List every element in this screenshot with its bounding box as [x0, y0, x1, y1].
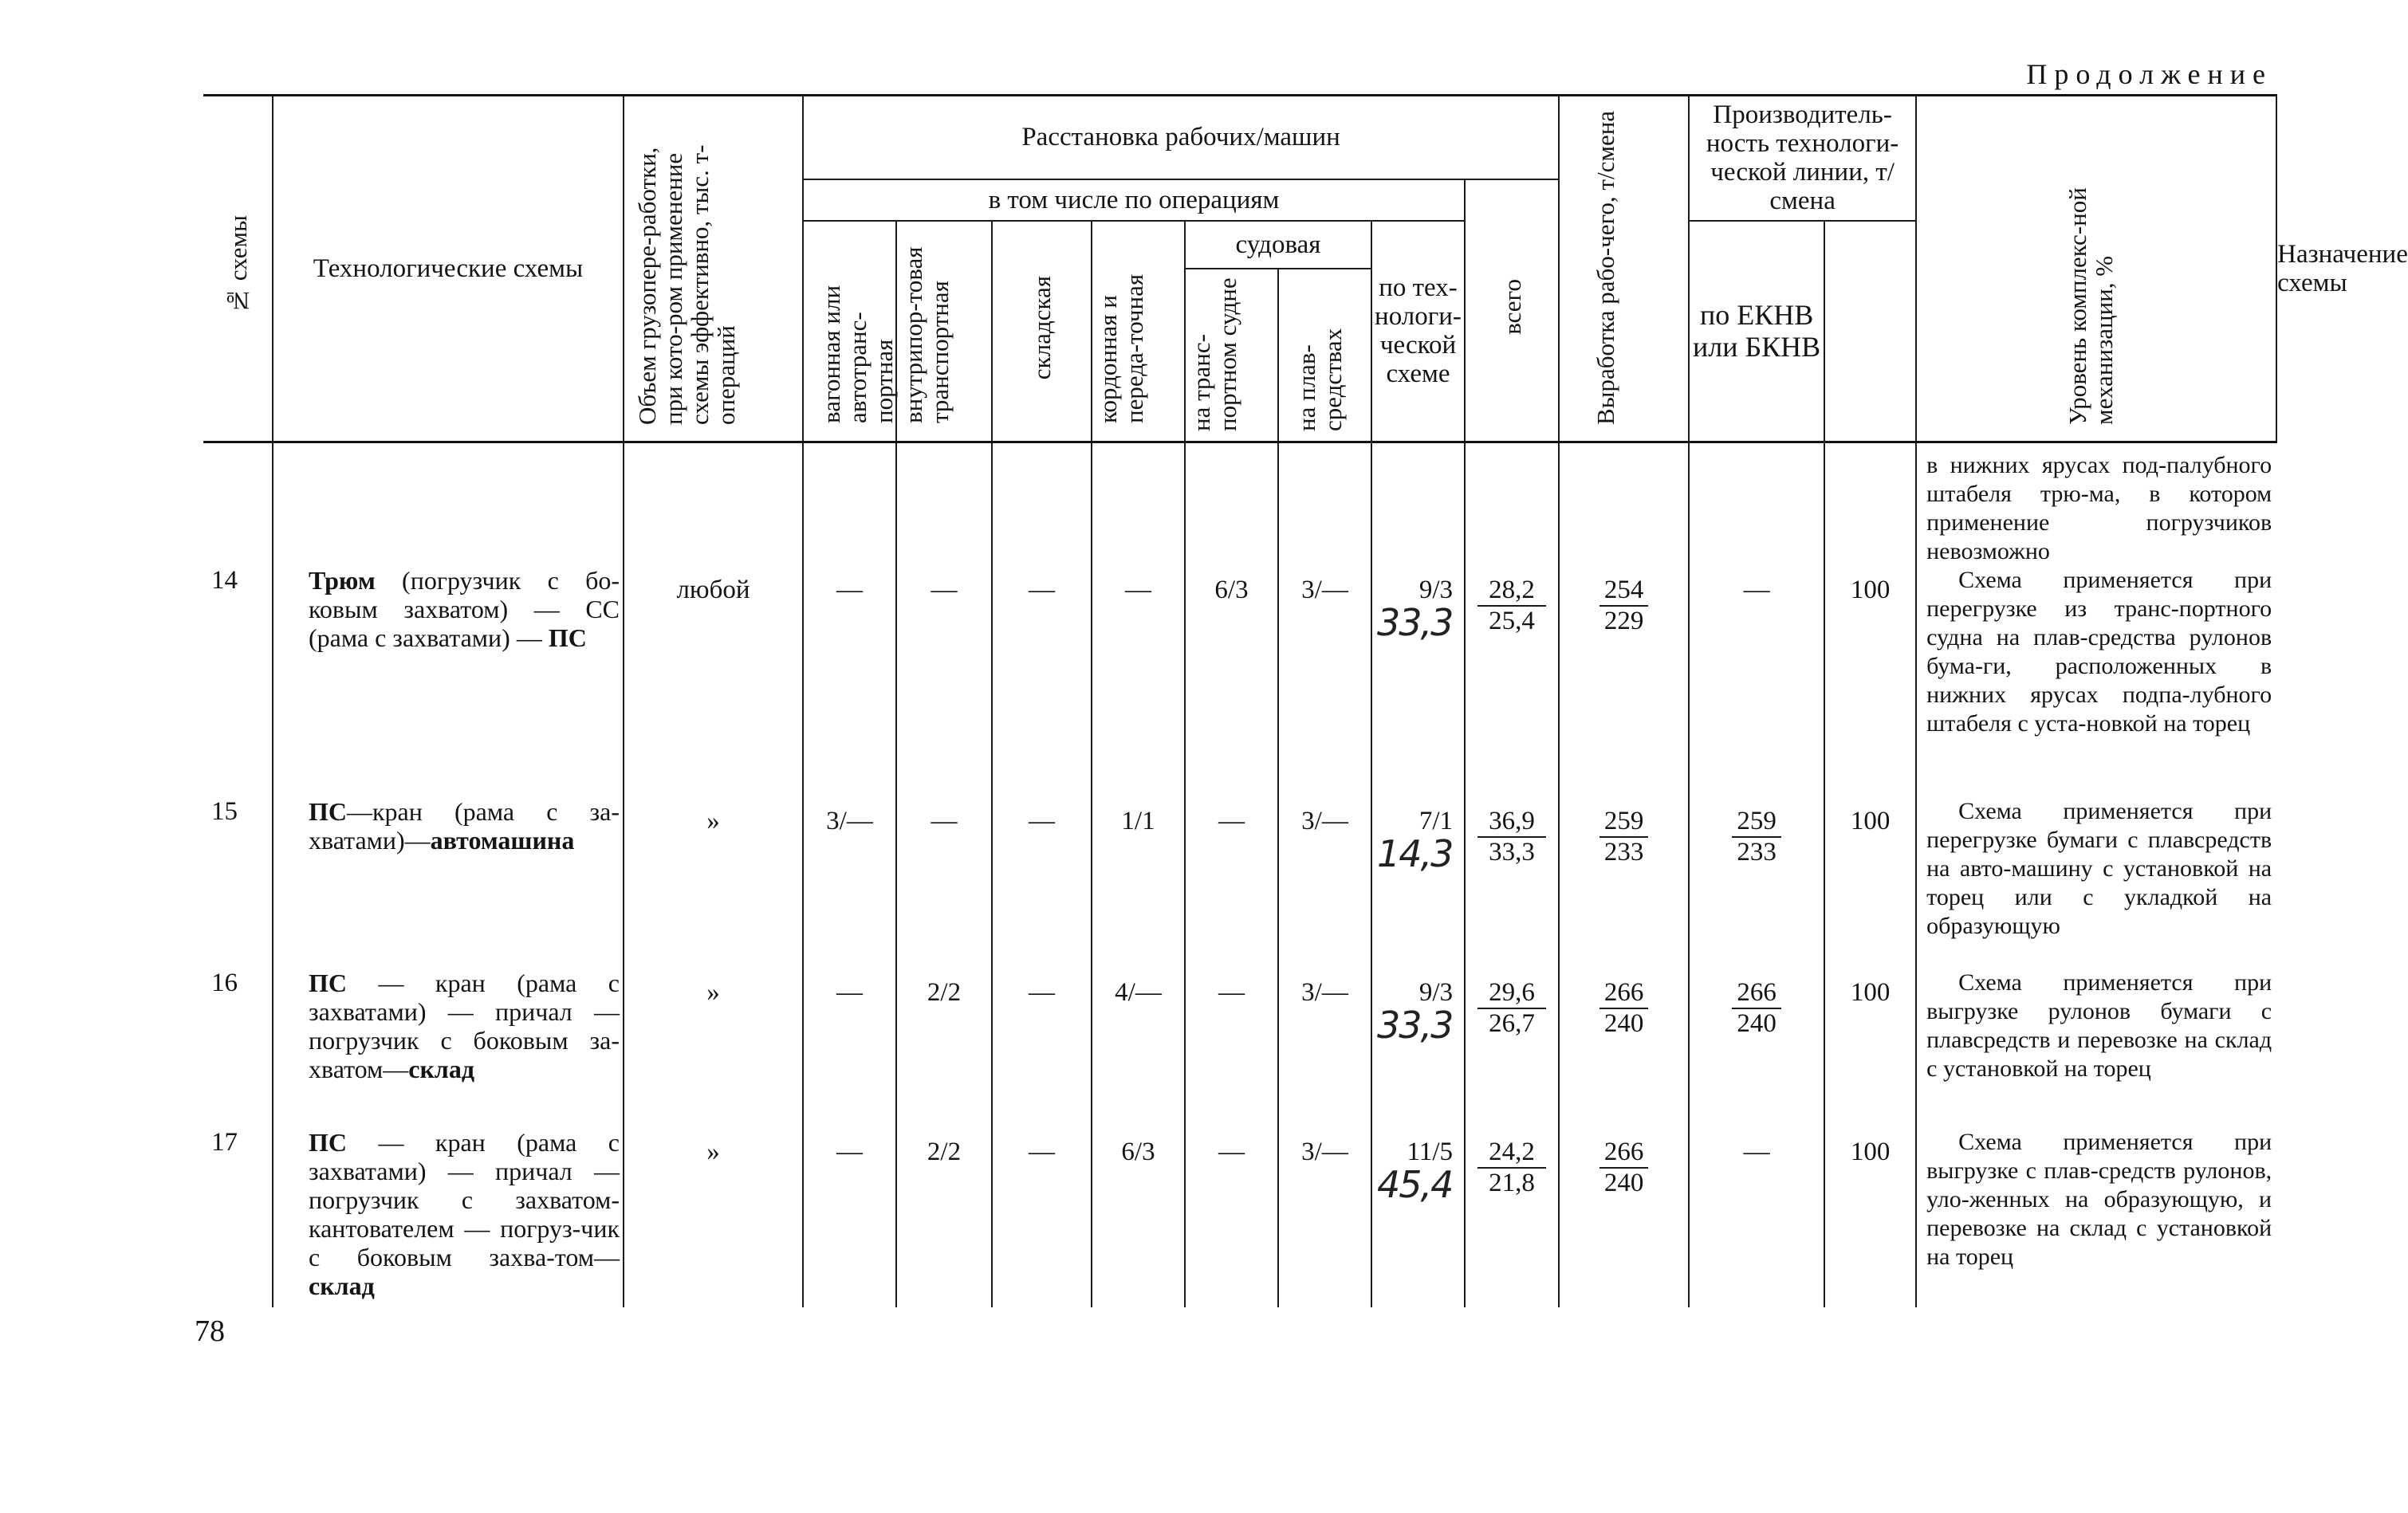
- row-output: $\frac{29,6}{26,7}$: [1465, 969, 1559, 1128]
- header-output: Выработка рабо-чего, т/смена: [1559, 96, 1689, 442]
- row-volume: любой: [624, 566, 803, 797]
- page-number: 78: [195, 1315, 225, 1348]
- header-by-eknv: по ЕКНВ или БКНВ: [1689, 221, 1824, 442]
- row-volume: »: [624, 1128, 803, 1307]
- header-wagon: вагонная или автотранс-портная: [803, 221, 896, 442]
- row-mech: 100: [1824, 969, 1916, 1128]
- header-productivity: Производитель-ность технологи-ческой линии, т/смена: [1689, 96, 1916, 221]
- row-internal: —: [896, 566, 992, 797]
- table-row: [203, 566, 2276, 797]
- header-placement: Расстановка рабочих/машин: [803, 96, 1559, 179]
- row-ship-transport: —: [1185, 797, 1278, 969]
- row-total: 11/5 45,4: [1371, 1128, 1465, 1307]
- row-purpose: Схема применяется при выгрузке с плав-средств рулонов, уло-женных на образующую, и перевозке на склад с установкой на торец: [1916, 1128, 2276, 1307]
- table-row-preamble: [203, 442, 2276, 567]
- header-by-scheme: по тех-нологи-ческой схеме: [1371, 221, 1465, 442]
- row-prod-eknv: —: [1689, 1128, 1824, 1307]
- row-ship-float: 3/—: [1278, 1128, 1371, 1307]
- row-mech: 100: [1824, 797, 1916, 969]
- row-total: 7/1 14,3: [1371, 797, 1465, 969]
- header-ship: судовая: [1185, 221, 1371, 269]
- row-wagon: —: [803, 969, 896, 1128]
- table-row: [203, 797, 2276, 969]
- row-mech: 100: [1824, 1128, 1916, 1307]
- row-internal: 2/2: [896, 1128, 992, 1307]
- header-ship-transport: на транс-портном судне: [1185, 269, 1278, 442]
- handwritten-note: 33,3: [1377, 601, 1453, 644]
- row-purpose: Схема применяется при перегрузке бумаги с плавсредств на авто-машину с установкой на торец или с укладкой на образующую: [1916, 797, 2276, 969]
- header-by-operations: в том числе по операциям: [803, 179, 1465, 221]
- row-cordon: 6/3: [1092, 1128, 1185, 1307]
- row-volume: »: [624, 797, 803, 969]
- row-num: 15: [203, 797, 273, 969]
- row-cordon: 1/1: [1092, 797, 1185, 969]
- row-ship-transport: —: [1185, 1128, 1278, 1307]
- row-ship-transport: —: [1185, 969, 1278, 1128]
- row-wagon: 3/—: [803, 797, 896, 969]
- continuation-label: Продолжение: [2026, 58, 2272, 90]
- row-num: 16: [203, 969, 273, 1128]
- handwritten-note: 45,4: [1377, 1163, 1453, 1206]
- table-row: [203, 1128, 2276, 1307]
- table-row: [203, 969, 2276, 1128]
- row-prod-eknv: $\frac{259}{233}$: [1689, 797, 1824, 969]
- row-warehouse: —: [992, 969, 1092, 1128]
- technology-schemes-table: № схемы Технологические схемы Объем грузопере-работки, при кото-ром применение схемы эффективно, тыс. т-операций Расстановка рабочих/машин Выработка рабо-чего, т/смена Производитель-ность технологи-ческой линии, т/смена Уровень комплекс-ной механизации, % Назначение схемы в том числе по операциям всего вагонная или автотранс-портная внутрипор-товая транспортная складская кордонная и переда-точная судовая по тех-нологи-ческой схеме по ЕКНВ или БКНВ на транс-портном судне на плав-средствах в нижних ярусах под-палубного штабеля трю-ма, в котором применение погрузчиков невозможно 14 Трюм (погрузчик с бо-ковым захватом) — СС (рама с захватами) — ПС любой — — — — 6/3 3/— 9/3 33,3 $\frac{28,2}{25,4}$ $\frac{254}{229}$ — 100 Схема применяется при перегрузке из транс-портного судна на плав-средства рулонов бума-ги, расположенных в нижних ярусах подпа-лубного штабеля с уста-новкой на торец 15 ПС—кран (рама с за-хватами)—автомашина » 3/— — — 1/1 — 3/— 7/1 14,3 $\frac{36,9}{33,3}$ $\frac{259}{233}$ $\frac{259}{233}$ 100 Схема применяется при перегрузке бумаги с плавсредств на авто-машину с установкой на торец или с укладкой на образующую 16 ПС — кран (рама с захватами) — причал — погрузчик с боковым за-хватом—склад » — 2/2 — 4/— — 3/— 9/3 33,3 $\frac{29,6}{26,7}$ $\frac{266}{240}$ $\frac{266}{240}$ 100 Схема применяется при выгрузке рулонов бумаги с плавсредств и перевозке на склад с установкой на торец 17 ПС — кран (рама с захватами) — причал — погрузчик с захватом-кантователем — погруз-чик с боковым захва-том—склад » — 2/2 — 6/3 — 3/— 11/5 45,4 $\frac{24,2}{21,8}$ $\frac{266}{240}$ — 100 Схема применяется при выгрузке с плав-средств рулонов, уло-женных на образующую, и перевозке на склад с установкой на торец: [203, 94, 2276, 1307]
- handwritten-note: 14,3: [1377, 832, 1453, 875]
- header-cordon: кордонная и переда-точная: [1092, 221, 1185, 442]
- row-cordon: —: [1092, 566, 1185, 797]
- row-ship-float: 3/—: [1278, 797, 1371, 969]
- row-wagon: —: [803, 566, 896, 797]
- header-mech-level: Уровень комплекс-ной механизации, %: [1916, 96, 2276, 442]
- row-prod-scheme: $\frac{259}{233}$: [1559, 797, 1689, 969]
- header-ship-float: на плав-средствах: [1278, 269, 1371, 442]
- row-num: 14: [203, 566, 273, 797]
- preamble-purpose: в нижних ярусах под-палубного штабеля трю-ма, в котором применение погрузчиков невозможно: [1916, 442, 2276, 567]
- row-num: 17: [203, 1128, 273, 1307]
- row-ship-float: 3/—: [1278, 969, 1371, 1128]
- row-internal: 2/2: [896, 969, 992, 1128]
- row-mech: 100: [1824, 566, 1916, 797]
- row-volume: »: [624, 969, 803, 1128]
- row-wagon: —: [803, 1128, 896, 1307]
- row-prod-scheme: $\frac{254}{229}$: [1559, 566, 1689, 797]
- row-purpose: Схема применяется при перегрузке из транс-портного судна на плав-средства рулонов бума-ги, расположенных в нижних ярусах подпа-лубного штабеля с уста-новкой на торец: [1916, 566, 2276, 797]
- row-warehouse: —: [992, 1128, 1092, 1307]
- row-output: $\frac{28,2}{25,4}$: [1465, 566, 1559, 797]
- row-total: 9/3 33,3: [1371, 566, 1465, 797]
- row-scheme: ПС — кран (рама с захватами) — причал — погрузчик с захватом-кантователем — погруз-чик с боковым захва-том—склад: [273, 1128, 624, 1307]
- row-purpose: Схема применяется при выгрузке рулонов бумаги с плавсредств и перевозке на склад с установкой на торец: [1916, 969, 2276, 1128]
- row-warehouse: —: [992, 797, 1092, 969]
- row-prod-scheme: $\frac{266}{240}$: [1559, 969, 1689, 1128]
- row-output: $\frac{24,2}{21,8}$: [1465, 1128, 1559, 1307]
- row-cordon: 4/—: [1092, 969, 1185, 1128]
- header-num: № схемы: [203, 96, 273, 442]
- row-internal: —: [896, 797, 992, 969]
- header-scheme: Технологические схемы: [273, 96, 624, 442]
- header-internal: внутрипор-товая транспортная: [896, 221, 992, 442]
- row-scheme: Трюм (погрузчик с бо-ковым захватом) — СС (рама с захватами) — ПС: [273, 566, 624, 797]
- header-volume: Объем грузопере-работки, при кото-ром применение схемы эффективно, тыс. т-операций: [624, 96, 803, 442]
- row-warehouse: —: [992, 566, 1092, 797]
- row-ship-float: 3/—: [1278, 566, 1371, 797]
- row-scheme: ПС—кран (рама с за-хватами)—автомашина: [273, 797, 624, 969]
- handwritten-note: 33,3: [1377, 1004, 1453, 1047]
- row-output: $\frac{36,9}{33,3}$: [1465, 797, 1559, 969]
- row-scheme: ПС — кран (рама с захватами) — причал — погрузчик с боковым за-хватом—склад: [273, 969, 624, 1128]
- row-prod-scheme: $\frac{266}{240}$: [1559, 1128, 1689, 1307]
- header-total: всего: [1465, 179, 1559, 442]
- row-prod-eknv: $\frac{266}{240}$: [1689, 969, 1824, 1128]
- row-ship-transport: 6/3: [1185, 566, 1278, 797]
- row-prod-eknv: —: [1689, 566, 1824, 797]
- header-warehouse: складская: [992, 221, 1092, 442]
- row-total: 9/3 33,3: [1371, 969, 1465, 1128]
